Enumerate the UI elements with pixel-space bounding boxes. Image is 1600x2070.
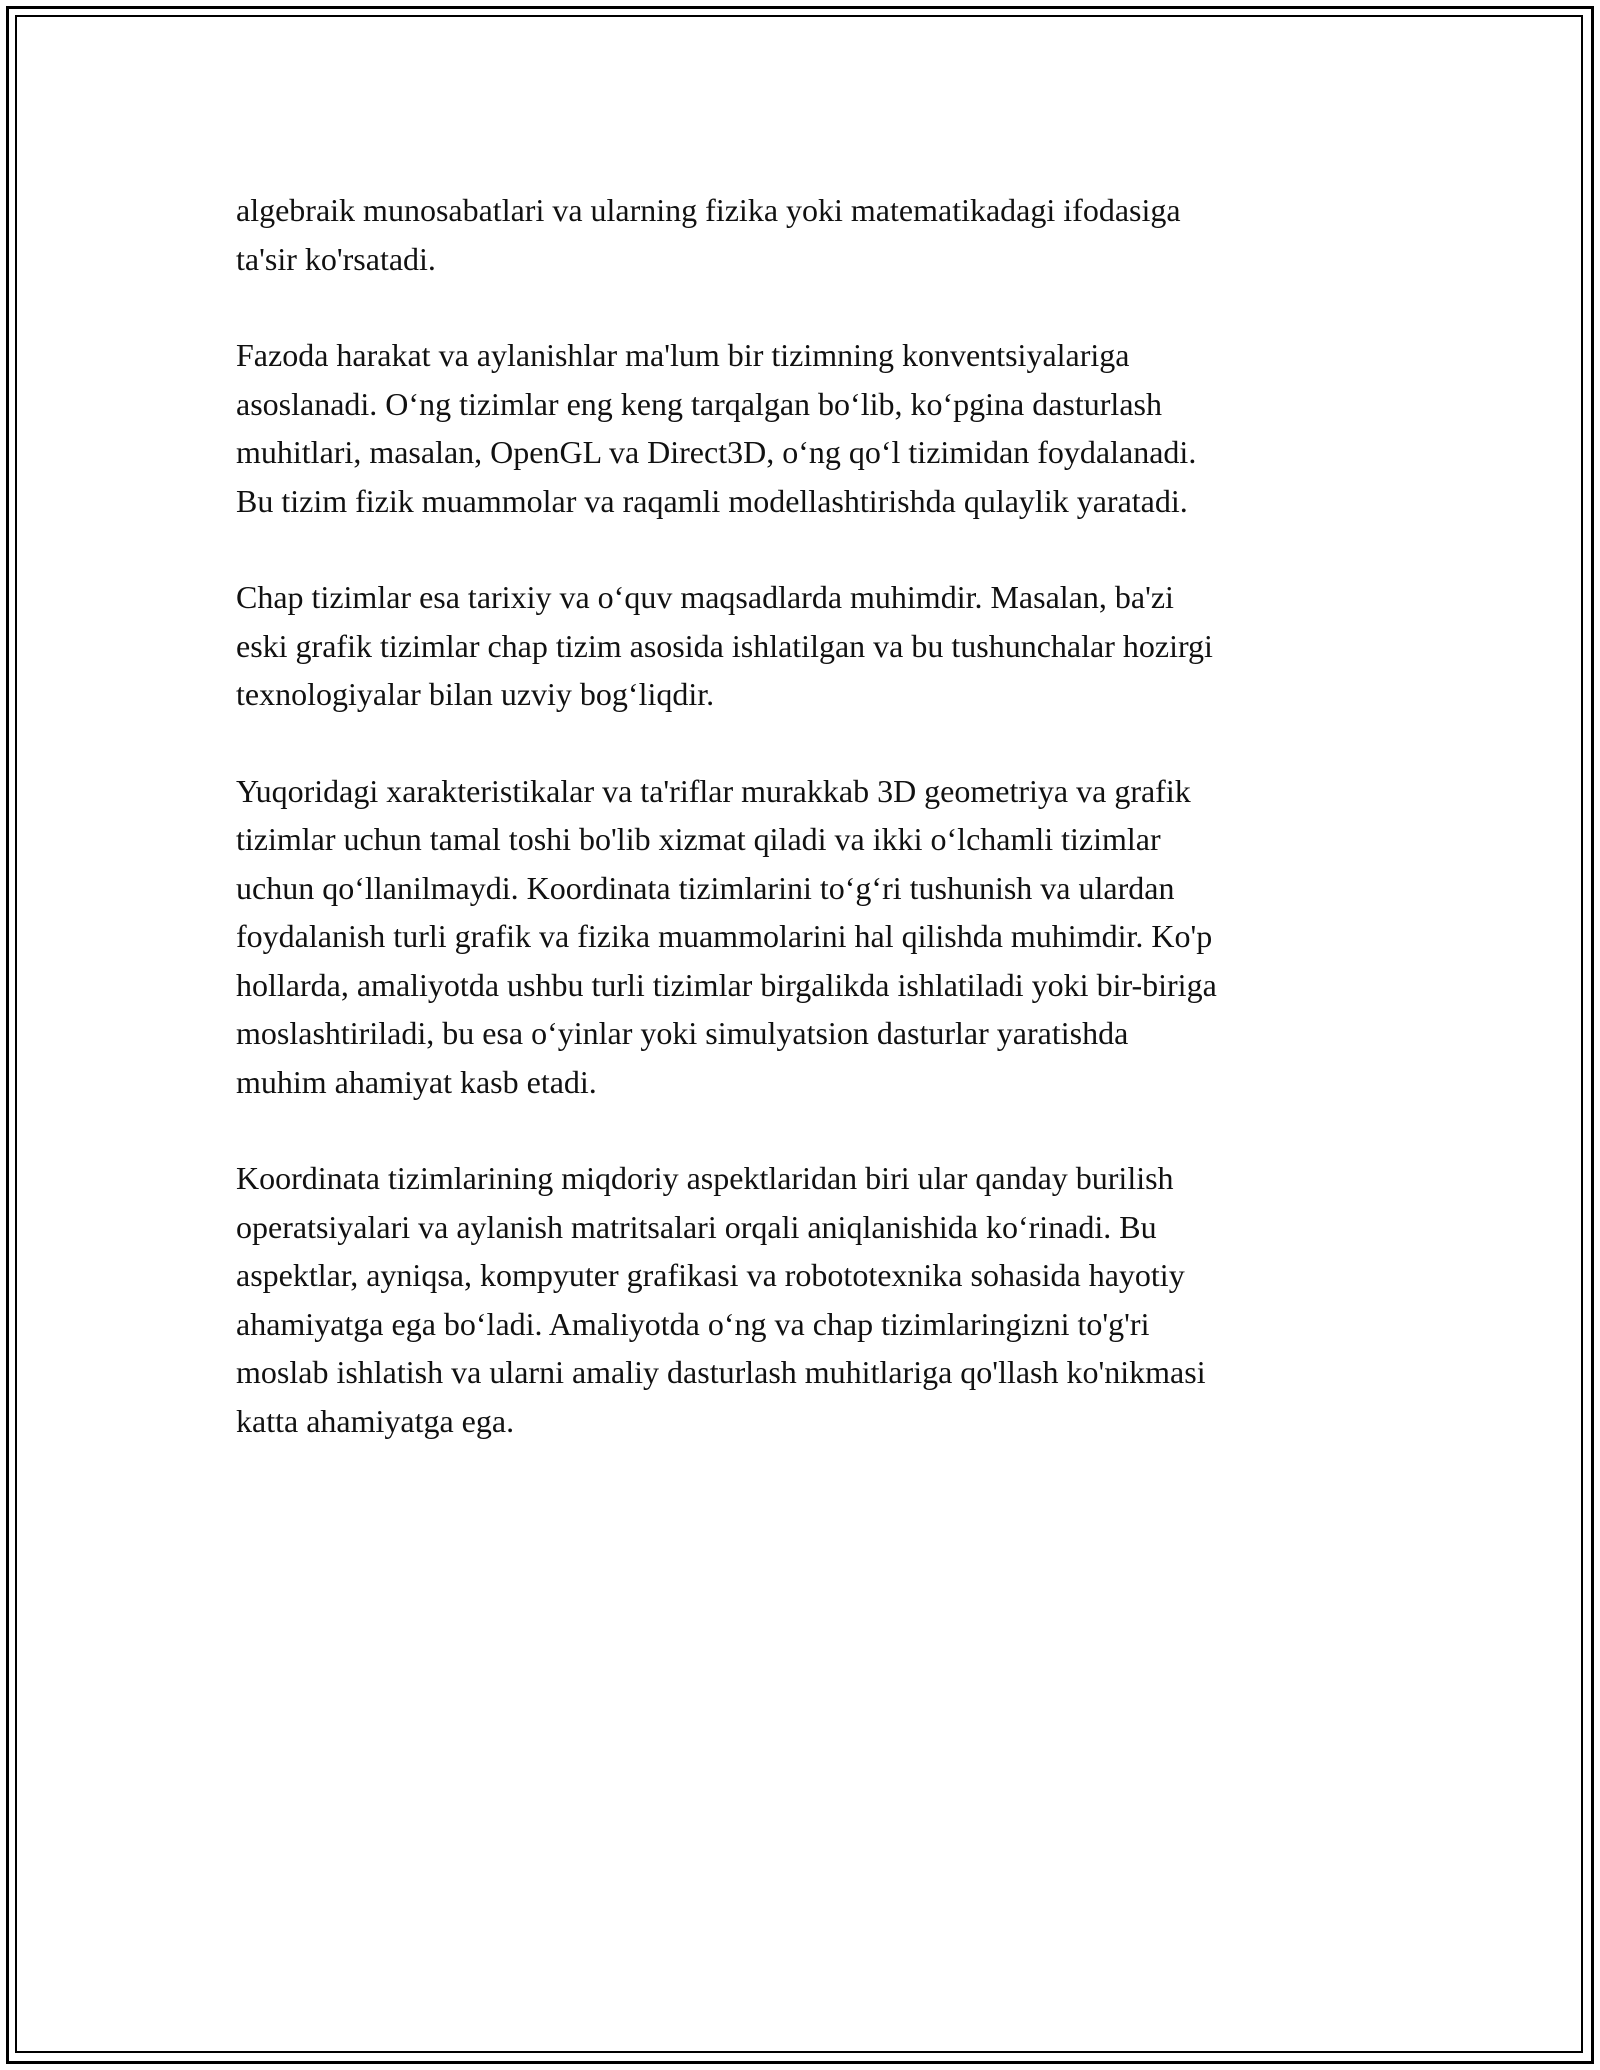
paragraph-3: Chap tizimlar esa tarixiy va o‘quv maqsadlarda muhimdir. Masalan, ba'zi eski grafik tizimlar chap tizim asosida ishlatilgan va bu tushunchalar hozirgi texnologiyalar bilan uzviy bog‘liqdir. xyxy=(236,579,1213,712)
document-body xyxy=(236,186,1376,1445)
paragraph-2: Fazoda harakat va aylanishlar ma'lum bir tizimning konventsiyalariga asoslanadi. O‘ng tizimlar eng keng tarqalgan bo‘lib, ko‘pgina dasturlash muhitlari, masalan, OpenGL va Direct3D, o‘ng qo‘l tizimidan foydalanadi. Bu tizim fizik muammolar va raqamli modellashtirishda qulaylik yaratadi. xyxy=(236,337,1197,519)
paragraph-5: Koordinata tizimlarining miqdoriy aspektlaridan biri ular qanday burilish operatsiyalari va aylanish matritsalari orqali aniqlanishida ko‘rinadi. Bu aspektlar, ayniqsa, kompyuter grafikasi va robototexnika sohasida hayotiy ahamiyatga ega bo‘ladi. Amaliyotda o‘ng va chap tizimlaringizni to'g'ri moslab ishlatish va ularni amaliy dasturlash muhitlariga qo'llash ko'nikmasi katta ahamiyatga ega. xyxy=(236,1160,1206,1439)
paragraph-4: Yuqoridagi xarakteristikalar va ta'riflar murakkab 3D geometriya va grafik tizimlar uchun tamal toshi bo'lib xizmat qiladi va ikki o‘lchamli tizimlar uchun qo‘llanilmaydi. Koordinata tizimlarini to‘g‘ri tushunish va ulardan foydalanish turli grafik va fizika muammolarini hal qilishda muhimdir. Ko'p hollarda, amaliyotda ushbu turli tizimlar birgalikda ishlatiladi yoki bir-biriga moslashtiriladi, bu esa o‘yinlar yoki simulyatsion dasturlar yaratishda muhim ahamiyat kasb etadi. xyxy=(236,772,1217,1100)
paragraph-1: algebraik munosabatlari va ularning fizika yoki matematikadagi ifodasiga ta'sir ko'rsatadi. xyxy=(236,192,1181,277)
